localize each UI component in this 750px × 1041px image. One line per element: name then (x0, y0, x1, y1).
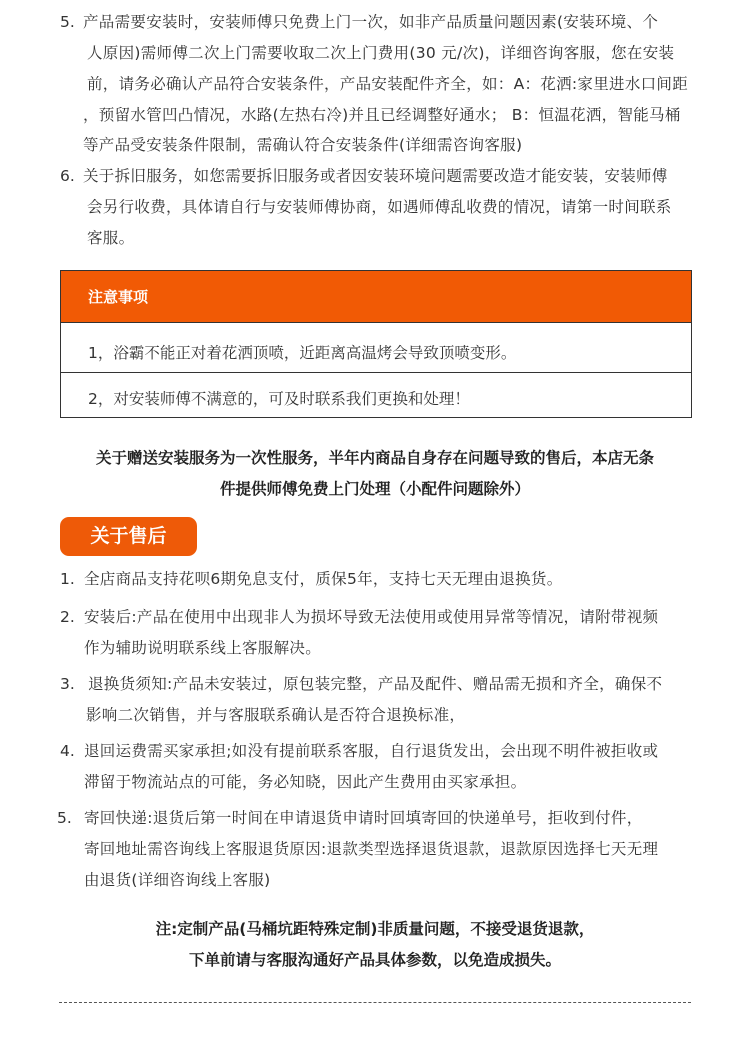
item-number: 5. (57, 809, 72, 827)
note-line: ，预留水管凹凸情况，水路(左热右冷)并且已经调整好通水； B：恒温花洒，智能马桶 (83, 106, 681, 124)
note-line: 产品需要安装时，安装师傅只免费上门一次，如非产品质量问题因素(安装环境、个 (83, 13, 659, 31)
note-line: 前，请务必确认产品符合安装条件，产品安装配件齐全，如：A：花洒:家里进水口间距 (87, 75, 689, 93)
item-number: 3. (60, 675, 75, 693)
item-line: 由退货(详细咨询线上客服) (84, 871, 271, 889)
note-line: 客服。 (87, 229, 135, 247)
item-number: 2. (60, 608, 75, 626)
dashed-divider (59, 1002, 691, 1003)
statement-line: 关于赠送安装服务为一次性服务，半年内商品自身存在问题导致的售后，本店无条 (95, 449, 654, 467)
note-line: 等产品受安装条件限制，需确认符合安装条件(详细需咨询客服) (83, 136, 523, 154)
item-number: 4. (60, 742, 75, 760)
statement-line: 件提供师傅免费上门处理（小配件问题除外） (219, 480, 530, 498)
item-number: 1. (60, 570, 75, 588)
after-sales-heading: 关于售后 (60, 517, 197, 556)
note-line: 会另行收费，具体请自行与安装师傅协商，如遇师傅乱收费的情况，请第一时间联系 (87, 198, 672, 216)
item-line: 寄回快递:退货后第一时间在申请退货申请时回填寄回的快递单号，拒收到付件， (84, 809, 643, 827)
notice-header (61, 271, 691, 323)
item-line: 作为辅助说明联系线上客服解决。 (84, 639, 322, 657)
note-line: 关于拆旧服务，如您需要拆旧服务或者因安装环境问题需要改造才能安装，安装师傅 (83, 167, 668, 185)
notice-title: 注意事项 (88, 288, 149, 306)
notice-item: 2，对安装师傅不满意的，可及时联系我们更换和处理！ (88, 390, 470, 408)
item-line: 安装后:产品在使用中出现非人为损坏导致无法使用或使用异常等情况，请附带视频 (84, 608, 659, 626)
notice-item: 1，浴霸不能正对着花洒顶喷，近距离高温烤会导致顶喷变形。 (88, 344, 517, 362)
item-line: 全店商品支持花呗6期免息支付，质保5年，支持七天无理由退换货。 (84, 570, 563, 588)
note-line: 人原因)需师傅二次上门需要收取二次上门费用(30 元/次)，详细咨询客服，您在安装 (87, 44, 675, 62)
item-line: 退回运费需买家承担;如没有提前联系客服，自行退货发出，会出现不明件被拒收或 (84, 742, 659, 760)
note-number: 5. (60, 13, 75, 31)
item-line: 寄回地址需咨询线上客服退货原因:退款类型选择退货退款，退款原因选择七天无理 (84, 840, 659, 858)
divider (61, 372, 691, 373)
item-line: 退换货须知:产品未安装过，原包装完整，产品及配件、赠品需无损和齐全，确保不 (88, 675, 663, 693)
notice-box (60, 270, 692, 418)
note-line: 注:定制产品(马桶坑距特殊定制)非质量问题，不接受退货退款， (155, 920, 595, 938)
note-line: 下单前请与客服沟通好产品具体参数，以免造成损失。 (188, 951, 561, 969)
item-line: 滞留于物流站点的可能，务必知晓，因此产生费用由买家承担。 (84, 773, 527, 791)
item-line: 影响二次销售，并与客服联系确认是否符合退换标准， (86, 706, 466, 724)
note-number: 6. (60, 167, 75, 185)
